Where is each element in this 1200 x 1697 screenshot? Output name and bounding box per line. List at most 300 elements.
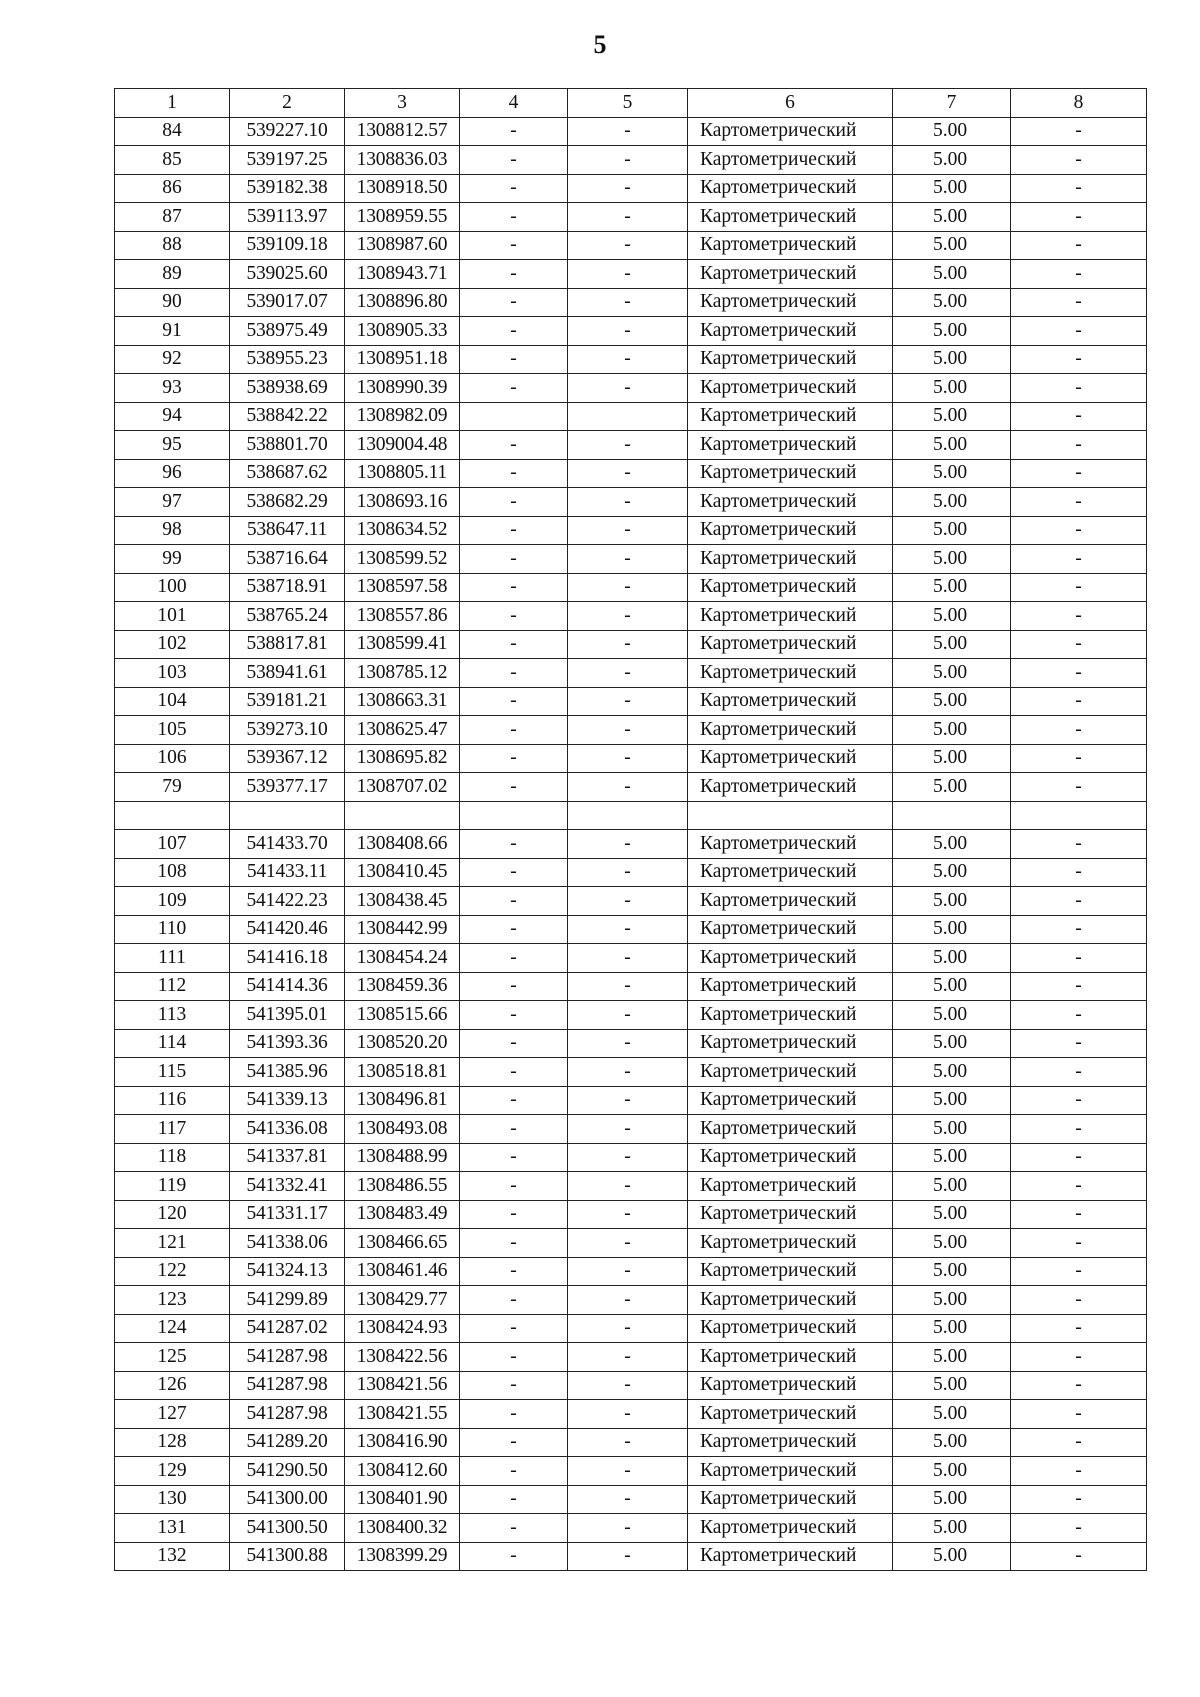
column-4-cell: - bbox=[460, 858, 568, 887]
table-body bbox=[115, 117, 1147, 1571]
table-row bbox=[115, 1115, 1147, 1144]
point-number-cell: 117 bbox=[115, 1115, 230, 1144]
table-row bbox=[115, 1400, 1147, 1429]
y-coordinate-cell: 1308454.24 bbox=[345, 944, 460, 973]
column-header-precision: 7 bbox=[893, 89, 1011, 118]
column-5-cell: - bbox=[568, 516, 688, 545]
column-8-cell: - bbox=[1011, 260, 1147, 289]
x-coordinate-cell: 539113.97 bbox=[230, 203, 345, 232]
x-coordinate-cell: 539181.21 bbox=[230, 687, 345, 716]
x-coordinate-cell: 539197.25 bbox=[230, 146, 345, 175]
method-cell: Картометрический bbox=[688, 716, 893, 745]
column-8-cell: - bbox=[1011, 516, 1147, 545]
method-cell: Картометрический bbox=[688, 516, 893, 545]
y-coordinate-cell: 1308634.52 bbox=[345, 516, 460, 545]
precision-cell: 5.00 bbox=[893, 1371, 1011, 1400]
method-cell: Картометрический bbox=[688, 1200, 893, 1229]
table-row bbox=[115, 317, 1147, 346]
x-coordinate-cell: 541287.98 bbox=[230, 1400, 345, 1429]
column-4-cell: - bbox=[460, 1257, 568, 1286]
x-coordinate-cell: 538687.62 bbox=[230, 459, 345, 488]
y-coordinate-cell: 1308951.18 bbox=[345, 345, 460, 374]
x-coordinate-cell: 539017.07 bbox=[230, 288, 345, 317]
point-number-cell: 98 bbox=[115, 516, 230, 545]
table-row bbox=[115, 830, 1147, 859]
column-5-cell: - bbox=[568, 1514, 688, 1543]
point-number-cell: 96 bbox=[115, 459, 230, 488]
column-5-cell: - bbox=[568, 1115, 688, 1144]
column-8-cell: - bbox=[1011, 602, 1147, 631]
column-4-cell: - bbox=[460, 1428, 568, 1457]
precision-cell: 5.00 bbox=[893, 915, 1011, 944]
x-coordinate-cell: 539227.10 bbox=[230, 117, 345, 146]
column-8-cell: - bbox=[1011, 345, 1147, 374]
column-4-cell: - bbox=[460, 915, 568, 944]
method-cell: Картометрический bbox=[688, 545, 893, 574]
precision-cell: 5.00 bbox=[893, 1400, 1011, 1429]
x-coordinate-cell: 541339.13 bbox=[230, 1086, 345, 1115]
method-cell: Картометрический bbox=[688, 1314, 893, 1343]
column-5-cell: - bbox=[568, 887, 688, 916]
column-4-cell: - bbox=[460, 174, 568, 203]
column-4-cell: - bbox=[460, 117, 568, 146]
column-4-cell: - bbox=[460, 203, 568, 232]
point-number-cell: 85 bbox=[115, 146, 230, 175]
precision-cell: 5.00 bbox=[893, 1086, 1011, 1115]
precision-cell: 5.00 bbox=[893, 174, 1011, 203]
table-row bbox=[115, 1143, 1147, 1172]
column-5-cell: - bbox=[568, 146, 688, 175]
table-row bbox=[115, 602, 1147, 631]
x-coordinate-cell: 541395.01 bbox=[230, 1001, 345, 1030]
column-5-cell: - bbox=[568, 659, 688, 688]
column-4-cell: - bbox=[460, 716, 568, 745]
column-4-cell: - bbox=[460, 545, 568, 574]
precision-cell: 5.00 bbox=[893, 1542, 1011, 1571]
column-5-cell: - bbox=[568, 1343, 688, 1372]
point-number-cell: 101 bbox=[115, 602, 230, 631]
precision-cell: 5.00 bbox=[893, 1115, 1011, 1144]
column-8-cell: - bbox=[1011, 317, 1147, 346]
column-4-cell: - bbox=[460, 459, 568, 488]
point-number-cell: 115 bbox=[115, 1058, 230, 1087]
table-row bbox=[115, 1001, 1147, 1030]
precision-cell: 5.00 bbox=[893, 288, 1011, 317]
y-coordinate-cell: 1308625.47 bbox=[345, 716, 460, 745]
method-cell: Картометрический bbox=[688, 146, 893, 175]
table-row bbox=[115, 1542, 1147, 1571]
point-number-cell: 128 bbox=[115, 1428, 230, 1457]
column-5-cell: - bbox=[568, 374, 688, 403]
method-cell: Картометрический bbox=[688, 602, 893, 631]
table-row bbox=[115, 1457, 1147, 1486]
table-row bbox=[115, 288, 1147, 317]
x-coordinate-cell: 541414.36 bbox=[230, 972, 345, 1001]
precision-cell: 5.00 bbox=[893, 630, 1011, 659]
precision-cell: 5.00 bbox=[893, 1058, 1011, 1087]
table-row bbox=[115, 1371, 1147, 1400]
y-coordinate-cell: 1308493.08 bbox=[345, 1115, 460, 1144]
point-number-cell: 106 bbox=[115, 744, 230, 773]
column-4-cell: - bbox=[460, 260, 568, 289]
y-coordinate-cell: 1308515.66 bbox=[345, 1001, 460, 1030]
column-8-cell: - bbox=[1011, 1485, 1147, 1514]
precision-cell: 5.00 bbox=[893, 1457, 1011, 1486]
y-coordinate-cell: 1308599.41 bbox=[345, 630, 460, 659]
y-coordinate-cell: 1308412.60 bbox=[345, 1457, 460, 1486]
y-coordinate-cell: 1308438.45 bbox=[345, 887, 460, 916]
precision-cell bbox=[893, 801, 1011, 830]
column-4-cell: - bbox=[460, 944, 568, 973]
page-number: 5 bbox=[593, 30, 607, 59]
table-row bbox=[115, 1229, 1147, 1258]
table-row bbox=[115, 1200, 1147, 1229]
column-4-cell: - bbox=[460, 231, 568, 260]
point-number-cell: 100 bbox=[115, 573, 230, 602]
method-cell: Картометрический bbox=[688, 288, 893, 317]
point-number-cell: 109 bbox=[115, 887, 230, 916]
point-number-cell: 122 bbox=[115, 1257, 230, 1286]
y-coordinate-cell: 1308466.65 bbox=[345, 1229, 460, 1258]
point-number-cell bbox=[115, 801, 230, 830]
table-row bbox=[115, 1286, 1147, 1315]
method-cell: Картометрический bbox=[688, 374, 893, 403]
precision-cell: 5.00 bbox=[893, 317, 1011, 346]
point-number-cell: 108 bbox=[115, 858, 230, 887]
y-coordinate-cell: 1308422.56 bbox=[345, 1343, 460, 1372]
point-number-cell: 127 bbox=[115, 1400, 230, 1429]
column-5-cell: - bbox=[568, 944, 688, 973]
point-number-cell: 103 bbox=[115, 659, 230, 688]
column-8-cell: - bbox=[1011, 573, 1147, 602]
y-coordinate-cell: 1308400.32 bbox=[345, 1514, 460, 1543]
point-number-cell: 84 bbox=[115, 117, 230, 146]
x-coordinate-cell: 541287.02 bbox=[230, 1314, 345, 1343]
method-cell: Картометрический bbox=[688, 858, 893, 887]
column-8-cell: - bbox=[1011, 830, 1147, 859]
column-4-cell: - bbox=[460, 687, 568, 716]
x-coordinate-cell: 541385.96 bbox=[230, 1058, 345, 1087]
point-number-cell: 130 bbox=[115, 1485, 230, 1514]
precision-cell: 5.00 bbox=[893, 1428, 1011, 1457]
column-5-cell: - bbox=[568, 972, 688, 1001]
point-number-cell: 125 bbox=[115, 1343, 230, 1372]
table-row bbox=[115, 231, 1147, 260]
y-coordinate-cell: 1308496.81 bbox=[345, 1086, 460, 1115]
precision-cell: 5.00 bbox=[893, 345, 1011, 374]
x-coordinate-cell: 539377.17 bbox=[230, 773, 345, 802]
point-number-cell: 111 bbox=[115, 944, 230, 973]
column-8-cell: - bbox=[1011, 288, 1147, 317]
column-4-cell: - bbox=[460, 1485, 568, 1514]
point-number-cell: 95 bbox=[115, 431, 230, 460]
column-4-cell: - bbox=[460, 1542, 568, 1571]
column-5-cell: - bbox=[568, 1086, 688, 1115]
column-5-cell: - bbox=[568, 203, 688, 232]
point-number-cell: 79 bbox=[115, 773, 230, 802]
column-8-cell: - bbox=[1011, 1457, 1147, 1486]
column-5-cell: - bbox=[568, 716, 688, 745]
precision-cell: 5.00 bbox=[893, 687, 1011, 716]
column-5-cell: - bbox=[568, 488, 688, 517]
column-8-cell: - bbox=[1011, 146, 1147, 175]
y-coordinate-cell: 1308599.52 bbox=[345, 545, 460, 574]
method-cell: Картометрический bbox=[688, 1343, 893, 1372]
x-coordinate-cell: 541331.17 bbox=[230, 1200, 345, 1229]
x-coordinate-cell: 541420.46 bbox=[230, 915, 345, 944]
x-coordinate-cell: 541324.13 bbox=[230, 1257, 345, 1286]
x-coordinate-cell: 541336.08 bbox=[230, 1115, 345, 1144]
column-5-cell: - bbox=[568, 1457, 688, 1486]
column-8-cell: - bbox=[1011, 431, 1147, 460]
precision-cell: 5.00 bbox=[893, 1286, 1011, 1315]
point-number-cell: 112 bbox=[115, 972, 230, 1001]
table-row bbox=[115, 402, 1147, 431]
point-number-cell: 131 bbox=[115, 1514, 230, 1543]
column-header-4: 4 bbox=[460, 89, 568, 118]
method-cell: Картометрический bbox=[688, 1172, 893, 1201]
column-5-cell: - bbox=[568, 1542, 688, 1571]
column-5-cell: - bbox=[568, 431, 688, 460]
x-coordinate-cell: 538941.61 bbox=[230, 659, 345, 688]
x-coordinate-cell: 538842.22 bbox=[230, 402, 345, 431]
table-row bbox=[115, 545, 1147, 574]
y-coordinate-cell: 1308707.02 bbox=[345, 773, 460, 802]
precision-cell: 5.00 bbox=[893, 231, 1011, 260]
y-coordinate-cell: 1308518.81 bbox=[345, 1058, 460, 1087]
x-coordinate-cell: 539273.10 bbox=[230, 716, 345, 745]
point-number-cell: 91 bbox=[115, 317, 230, 346]
table-row bbox=[115, 1086, 1147, 1115]
precision-cell: 5.00 bbox=[893, 117, 1011, 146]
table-row bbox=[115, 1514, 1147, 1543]
coordinates-table bbox=[114, 88, 1147, 1571]
x-coordinate-cell bbox=[230, 801, 345, 830]
precision-cell: 5.00 bbox=[893, 1029, 1011, 1058]
column-4-cell: - bbox=[460, 1514, 568, 1543]
y-coordinate-cell: 1308943.71 bbox=[345, 260, 460, 289]
table-row bbox=[115, 773, 1147, 802]
table-row bbox=[115, 944, 1147, 973]
precision-cell: 5.00 bbox=[893, 744, 1011, 773]
method-cell: Картометрический bbox=[688, 488, 893, 517]
method-cell: Картометрический bbox=[688, 744, 893, 773]
method-cell: Картометрический bbox=[688, 1428, 893, 1457]
column-8-cell bbox=[1011, 801, 1147, 830]
column-8-cell: - bbox=[1011, 374, 1147, 403]
column-8-cell: - bbox=[1011, 1400, 1147, 1429]
method-cell: Картометрический bbox=[688, 1514, 893, 1543]
column-4-cell: - bbox=[460, 1314, 568, 1343]
column-header-5: 5 bbox=[568, 89, 688, 118]
column-4-cell: - bbox=[460, 1086, 568, 1115]
y-coordinate-cell: 1308429.77 bbox=[345, 1286, 460, 1315]
column-8-cell: - bbox=[1011, 1314, 1147, 1343]
point-number-cell: 92 bbox=[115, 345, 230, 374]
column-8-cell: - bbox=[1011, 1143, 1147, 1172]
column-8-cell: - bbox=[1011, 231, 1147, 260]
column-8-cell: - bbox=[1011, 1200, 1147, 1229]
x-coordinate-cell: 538718.91 bbox=[230, 573, 345, 602]
column-5-cell: - bbox=[568, 687, 688, 716]
x-coordinate-cell: 541300.00 bbox=[230, 1485, 345, 1514]
point-number-cell: 132 bbox=[115, 1542, 230, 1571]
column-5-cell: - bbox=[568, 1229, 688, 1258]
column-5-cell: - bbox=[568, 231, 688, 260]
column-4-cell: - bbox=[460, 1457, 568, 1486]
y-coordinate-cell: 1309004.48 bbox=[345, 431, 460, 460]
column-8-cell: - bbox=[1011, 1371, 1147, 1400]
table-row bbox=[115, 915, 1147, 944]
column-5-cell: - bbox=[568, 174, 688, 203]
x-coordinate-cell: 541433.11 bbox=[230, 858, 345, 887]
y-coordinate-cell: 1308461.46 bbox=[345, 1257, 460, 1286]
precision-cell: 5.00 bbox=[893, 488, 1011, 517]
method-cell: Картометрический bbox=[688, 573, 893, 602]
precision-cell: 5.00 bbox=[893, 1143, 1011, 1172]
x-coordinate-cell: 541332.41 bbox=[230, 1172, 345, 1201]
column-8-cell: - bbox=[1011, 1542, 1147, 1571]
table-row bbox=[115, 1343, 1147, 1372]
x-coordinate-cell: 538801.70 bbox=[230, 431, 345, 460]
column-5-cell: - bbox=[568, 1029, 688, 1058]
column-5-cell: - bbox=[568, 1314, 688, 1343]
table-row bbox=[115, 1257, 1147, 1286]
method-cell: Картометрический bbox=[688, 1086, 893, 1115]
method-cell: Картометрический bbox=[688, 972, 893, 1001]
x-coordinate-cell: 541300.88 bbox=[230, 1542, 345, 1571]
table-row bbox=[115, 1058, 1147, 1087]
method-cell: Картометрический bbox=[688, 203, 893, 232]
table-row bbox=[115, 203, 1147, 232]
x-coordinate-cell: 539025.60 bbox=[230, 260, 345, 289]
column-4-cell: - bbox=[460, 1371, 568, 1400]
column-8-cell: - bbox=[1011, 1001, 1147, 1030]
method-cell: Картометрический bbox=[688, 1029, 893, 1058]
x-coordinate-cell: 541287.98 bbox=[230, 1371, 345, 1400]
column-4-cell: - bbox=[460, 1029, 568, 1058]
column-5-cell: - bbox=[568, 345, 688, 374]
column-8-cell: - bbox=[1011, 858, 1147, 887]
method-cell: Картометрический bbox=[688, 1485, 893, 1514]
method-cell: Картометрический bbox=[688, 944, 893, 973]
table-row bbox=[115, 630, 1147, 659]
y-coordinate-cell: 1308424.93 bbox=[345, 1314, 460, 1343]
column-8-cell: - bbox=[1011, 687, 1147, 716]
table-row bbox=[115, 716, 1147, 745]
column-5-cell: - bbox=[568, 915, 688, 944]
column-4-cell: - bbox=[460, 773, 568, 802]
column-5-cell: - bbox=[568, 830, 688, 859]
precision-cell: 5.00 bbox=[893, 1314, 1011, 1343]
table-row bbox=[115, 345, 1147, 374]
column-8-cell: - bbox=[1011, 887, 1147, 916]
point-number-cell: 121 bbox=[115, 1229, 230, 1258]
precision-cell: 5.00 bbox=[893, 1200, 1011, 1229]
column-5-cell: - bbox=[568, 630, 688, 659]
column-header-8: 8 bbox=[1011, 89, 1147, 118]
column-4-cell: - bbox=[460, 887, 568, 916]
point-number-cell: 123 bbox=[115, 1286, 230, 1315]
y-coordinate-cell: 1308785.12 bbox=[345, 659, 460, 688]
point-number-cell: 105 bbox=[115, 716, 230, 745]
column-5-cell: - bbox=[568, 1485, 688, 1514]
precision-cell: 5.00 bbox=[893, 659, 1011, 688]
precision-cell: 5.00 bbox=[893, 944, 1011, 973]
column-5-cell: - bbox=[568, 317, 688, 346]
point-number-cell: 114 bbox=[115, 1029, 230, 1058]
precision-cell: 5.00 bbox=[893, 203, 1011, 232]
y-coordinate-cell: 1308421.56 bbox=[345, 1371, 460, 1400]
precision-cell: 5.00 bbox=[893, 1514, 1011, 1543]
column-8-cell: - bbox=[1011, 773, 1147, 802]
point-number-cell: 118 bbox=[115, 1143, 230, 1172]
y-coordinate-cell: 1308896.80 bbox=[345, 288, 460, 317]
precision-cell: 5.00 bbox=[893, 858, 1011, 887]
point-number-cell: 102 bbox=[115, 630, 230, 659]
column-5-cell: - bbox=[568, 773, 688, 802]
table-row bbox=[115, 1314, 1147, 1343]
x-coordinate-cell: 538765.24 bbox=[230, 602, 345, 631]
x-coordinate-cell: 541393.36 bbox=[230, 1029, 345, 1058]
column-4-cell: - bbox=[460, 1058, 568, 1087]
table-row bbox=[115, 687, 1147, 716]
point-number-cell: 87 bbox=[115, 203, 230, 232]
column-4-cell: - bbox=[460, 1001, 568, 1030]
method-cell: Картометрический bbox=[688, 1058, 893, 1087]
y-coordinate-cell: 1308442.99 bbox=[345, 915, 460, 944]
x-coordinate-cell: 541290.50 bbox=[230, 1457, 345, 1486]
y-coordinate-cell: 1308959.55 bbox=[345, 203, 460, 232]
point-number-cell: 113 bbox=[115, 1001, 230, 1030]
precision-cell: 5.00 bbox=[893, 374, 1011, 403]
x-coordinate-cell: 538955.23 bbox=[230, 345, 345, 374]
column-4-cell: - bbox=[460, 288, 568, 317]
table-row bbox=[115, 573, 1147, 602]
column-5-cell: - bbox=[568, 1001, 688, 1030]
column-8-cell: - bbox=[1011, 744, 1147, 773]
table-row bbox=[115, 1172, 1147, 1201]
point-number-cell: 86 bbox=[115, 174, 230, 203]
y-coordinate-cell: 1308557.86 bbox=[345, 602, 460, 631]
method-cell: Картометрический bbox=[688, 1001, 893, 1030]
point-number-cell: 110 bbox=[115, 915, 230, 944]
method-cell: Картометрический bbox=[688, 1286, 893, 1315]
column-4-cell: - bbox=[460, 488, 568, 517]
column-5-cell: - bbox=[568, 1428, 688, 1457]
column-8-cell: - bbox=[1011, 488, 1147, 517]
column-5-cell: - bbox=[568, 1286, 688, 1315]
method-cell: Картометрический bbox=[688, 887, 893, 916]
table-row bbox=[115, 174, 1147, 203]
x-coordinate-cell: 541338.06 bbox=[230, 1229, 345, 1258]
column-4-cell: - bbox=[460, 972, 568, 1001]
x-coordinate-cell: 538975.49 bbox=[230, 317, 345, 346]
column-5-cell: - bbox=[568, 573, 688, 602]
table-row bbox=[115, 260, 1147, 289]
column-5-cell bbox=[568, 801, 688, 830]
column-8-cell: - bbox=[1011, 944, 1147, 973]
column-4-cell: - bbox=[460, 1343, 568, 1372]
point-number-cell: 104 bbox=[115, 687, 230, 716]
method-cell: Картометрический bbox=[688, 431, 893, 460]
point-number-cell: 129 bbox=[115, 1457, 230, 1486]
column-header-y: 3 bbox=[345, 89, 460, 118]
method-cell: Картометрический bbox=[688, 402, 893, 431]
column-4-cell bbox=[460, 801, 568, 830]
precision-cell: 5.00 bbox=[893, 459, 1011, 488]
column-4-cell: - bbox=[460, 1200, 568, 1229]
